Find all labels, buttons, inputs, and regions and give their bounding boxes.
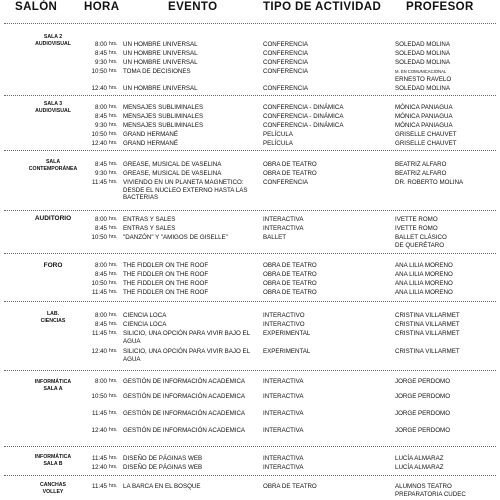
schedule-row bbox=[0, 139, 500, 148]
time-cell: 8:00 bbox=[94, 378, 107, 385]
activity-type-cell: EXPERIMENTAL bbox=[263, 330, 311, 337]
hrs-cell: hrs. bbox=[109, 234, 118, 240]
professor-cell: ANA LILIA MORENO bbox=[395, 262, 453, 269]
professor-cell: LUCÍA ALMARAZ bbox=[395, 464, 444, 471]
schedule-row bbox=[0, 58, 500, 67]
professor-cell: IVETTE ROMO bbox=[395, 225, 438, 232]
time-cell: 8:00 bbox=[94, 41, 107, 48]
section-divider bbox=[4, 210, 496, 211]
activity-type-cell: INTERACTIVA bbox=[263, 393, 304, 400]
hrs-cell: hrs. bbox=[109, 59, 118, 65]
time-cell: 8:45 bbox=[94, 321, 107, 328]
professor-cell: SOLEDAD MOLINA bbox=[395, 85, 451, 92]
hrs-cell: hrs. bbox=[109, 85, 118, 91]
hrs-cell: hrs. bbox=[109, 321, 118, 327]
activity-type-cell: OBRA DE TEATRO bbox=[263, 161, 317, 168]
professor-cell: IVETTE ROMO bbox=[395, 216, 438, 223]
time-cell: 8:45 bbox=[94, 271, 107, 278]
schedule-row bbox=[0, 49, 500, 58]
activity-type-cell: INTERACTIVO bbox=[263, 321, 305, 328]
schedule-row bbox=[0, 270, 500, 279]
professor-cell: LUCÍA ALMARAZ bbox=[395, 455, 444, 462]
section-divider bbox=[4, 253, 496, 254]
header-salon: SALÓN bbox=[15, 1, 58, 13]
time-cell: 10:50 bbox=[91, 68, 107, 75]
activity-type-cell: BALLET bbox=[263, 234, 287, 241]
event-cell: DISEÑO DE PÁGINAS WEB bbox=[123, 455, 203, 462]
professor-cell: MÓNICA PANIAGUA bbox=[395, 104, 453, 111]
professor-cell: ANA LILIA MORENO bbox=[395, 289, 453, 296]
time-cell: 10:50 bbox=[91, 393, 107, 400]
professor-cell: JORGE PERDOMO bbox=[395, 410, 451, 417]
section-divider bbox=[4, 301, 496, 302]
event-cell: UN HOMBRE UNIVERSAL bbox=[123, 50, 198, 57]
schedule-row bbox=[0, 409, 500, 418]
event-cell: GESTIÓN DE INFORMACIÓN ACADEMICA bbox=[123, 427, 246, 434]
hrs-cell: hrs. bbox=[109, 68, 118, 74]
schedule-row bbox=[0, 392, 500, 401]
time-cell: 11:45 bbox=[91, 330, 107, 337]
hrs-cell: hrs. bbox=[109, 113, 118, 119]
hrs-cell: hrs. bbox=[109, 140, 118, 146]
schedule-row bbox=[0, 224, 500, 233]
hrs-cell: hrs. bbox=[109, 464, 118, 470]
professor-cell: ANA LILIA MORENO bbox=[395, 271, 453, 278]
event-cell: UN HOMBRE UNIVERSAL bbox=[123, 41, 198, 48]
salon-line: AUDIOVISUAL bbox=[35, 41, 71, 47]
professor-cell: BEATRIZ ALFARO bbox=[395, 170, 447, 177]
time-cell: 8:45 bbox=[94, 161, 107, 168]
event-cell: CIENCIA LOCA bbox=[123, 321, 167, 328]
activity-type-cell: INTERACTIVA bbox=[263, 427, 304, 434]
activity-type-cell: CONFERENCIA - DINÁMICA bbox=[263, 104, 344, 111]
activity-type-cell: INTERACTIVA bbox=[263, 216, 304, 223]
salon-line: INFORMÁTICA bbox=[34, 454, 72, 460]
hrs-cell: hrs. bbox=[109, 410, 118, 416]
event-cell: DISEÑO DE PÁGINAS WEB bbox=[123, 464, 203, 471]
header-tipo: TIPO DE ACTIVIDAD bbox=[263, 1, 382, 13]
schedule-row bbox=[0, 329, 500, 345]
professor-cell: JORGE PERDOMO bbox=[395, 427, 451, 434]
professor-cell: BEATRIZ ALFARO bbox=[395, 161, 447, 168]
hrs-cell: hrs. bbox=[109, 41, 118, 47]
professor-cell-line2: DE QUERÉTARO bbox=[395, 242, 445, 249]
salon-line: AUDITORIO bbox=[34, 215, 72, 222]
salon-line: SALA A bbox=[43, 386, 63, 392]
professor-cell: BALLET CLÁSICO bbox=[395, 234, 447, 241]
professor-cell: CRISTINA VILLARMET bbox=[395, 321, 460, 328]
professor-cell: JORGE PERDOMO bbox=[395, 378, 451, 385]
time-cell: 12:40 bbox=[91, 348, 107, 355]
section-divider bbox=[4, 370, 496, 371]
header-hora: HORA bbox=[84, 1, 120, 13]
time-cell: 11:45 bbox=[91, 289, 107, 296]
hrs-cell: hrs. bbox=[109, 122, 118, 128]
event-cell: UN HOMBRE UNIVERSAL bbox=[123, 85, 198, 92]
activity-type-cell: INTERACTIVA bbox=[263, 464, 304, 471]
section-divider bbox=[4, 475, 496, 476]
activity-type-cell: CONFERENCIA bbox=[263, 59, 309, 66]
schedule-row bbox=[0, 67, 500, 83]
schedule-row bbox=[0, 347, 500, 363]
section-divider bbox=[4, 95, 496, 96]
time-cell: 11:45 bbox=[91, 410, 107, 417]
salon-line: INFORMÁTICA bbox=[34, 379, 72, 385]
salon-line: SALA 2 bbox=[43, 34, 63, 40]
schedule-row bbox=[0, 377, 500, 386]
schedule-row bbox=[0, 320, 500, 329]
hrs-cell: hrs. bbox=[109, 348, 118, 354]
activity-type-cell: OBRA DE TEATRO bbox=[263, 262, 317, 269]
activity-type-cell: CONFERENCIA bbox=[263, 50, 309, 57]
time-cell: 8:00 bbox=[94, 104, 107, 111]
activity-type-cell: CONFERENCIA bbox=[263, 68, 309, 75]
time-cell: 8:00 bbox=[94, 312, 107, 319]
activity-type-cell: CONFERENCIA bbox=[263, 85, 309, 92]
activity-type-cell: CONFERENCIA bbox=[263, 179, 309, 186]
section-divider bbox=[4, 446, 496, 447]
time-cell: 8:45 bbox=[94, 113, 107, 120]
professor-cell: CRISTINA VILLARMET bbox=[395, 330, 460, 337]
event-cell: LA BARCA EN EL BOSQUE bbox=[123, 483, 201, 490]
schedule-row bbox=[0, 169, 500, 178]
activity-type-cell: INTERACTIVA bbox=[263, 410, 304, 417]
schedule-row bbox=[0, 261, 500, 270]
activity-type-cell: PELÍCULA bbox=[263, 140, 293, 147]
hrs-cell: hrs. bbox=[109, 104, 118, 110]
activity-type-cell: OBRA DE TEATRO bbox=[263, 271, 317, 278]
time-cell: 12:40 bbox=[91, 464, 107, 471]
professor-cell-line2: ERNESTO RAVELO bbox=[395, 76, 452, 83]
hrs-cell: hrs. bbox=[109, 280, 118, 286]
activity-type-cell: CONFERENCIA - DINÁMICA bbox=[263, 122, 344, 129]
time-cell: 12:40 bbox=[91, 427, 107, 434]
time-cell: 8:00 bbox=[94, 262, 107, 269]
header-evento: EVENTO bbox=[168, 1, 218, 13]
event-cell: THE FIDDLER ON THE ROOF bbox=[123, 262, 209, 269]
event-cell: SILICIO, UNA OPCIÓN PARA VIVIR BAJO EL AGUA bbox=[123, 348, 250, 363]
activity-type-cell: INTERACTIVO bbox=[263, 312, 305, 319]
activity-type-cell: INTERACTIVA bbox=[263, 225, 304, 232]
professor-cell: ALUMNOS TEATRO bbox=[395, 483, 452, 490]
activity-type-cell: EXPERIMENTAL bbox=[263, 348, 311, 355]
hrs-cell: hrs. bbox=[109, 312, 118, 318]
activity-type-cell: OBRA DE TEATRO bbox=[263, 170, 317, 177]
event-cell: MENSAJES SUBLIMINALES bbox=[123, 113, 204, 120]
schedule-row bbox=[0, 215, 500, 224]
event-cell: GREASE, MUSICAL DE VASELINA bbox=[123, 161, 222, 168]
schedule-row bbox=[0, 426, 500, 435]
schedule-row bbox=[0, 121, 500, 130]
professor-cell: SOLEDAD MOLINA bbox=[395, 59, 451, 66]
event-cell: GESTIÓN DE INFORMACIÓN ACADEMICA bbox=[123, 410, 246, 417]
salon-line: AUDIOVISUAL bbox=[35, 108, 71, 114]
hrs-cell: hrs. bbox=[109, 289, 118, 295]
event-cell: GESTIÓN DE INFORMACIÓN ACADEMICA bbox=[123, 378, 246, 385]
activity-type-cell: OBRA DE TEATRO bbox=[263, 280, 317, 287]
schedule-row bbox=[0, 84, 500, 93]
hrs-cell: hrs. bbox=[109, 455, 118, 461]
salon-line: SALA 3 bbox=[43, 101, 63, 107]
time-cell: 9:30 bbox=[94, 170, 107, 177]
schedule-row bbox=[0, 463, 500, 472]
schedule-row bbox=[0, 311, 500, 320]
event-cell: MENSAJES SUBLIMINALES bbox=[123, 122, 204, 129]
activity-type-cell: OBRA DE TEATRO bbox=[263, 289, 317, 296]
professor-cell: GRISELLE CHAUVET bbox=[395, 140, 457, 147]
professor-cell: JORGE PERDOMO bbox=[395, 393, 451, 400]
hrs-cell: hrs. bbox=[109, 378, 118, 384]
time-cell: 11:45 bbox=[91, 483, 107, 490]
professor-cell: SOLEDAD MOLINA bbox=[395, 50, 451, 57]
header-profesor: PROFESOR bbox=[406, 1, 474, 13]
activity-type-cell: OBRA DE TEATRO bbox=[263, 483, 317, 490]
hrs-cell: hrs. bbox=[109, 427, 118, 433]
professor-cell: CRISTINA VILLARMET bbox=[395, 348, 460, 355]
section-divider bbox=[4, 150, 496, 151]
professor-cell: ANA LILIA MORENO bbox=[395, 280, 453, 287]
event-cell: MENSAJES SUBLIMINALES bbox=[123, 104, 204, 111]
hrs-cell: hrs. bbox=[109, 271, 118, 277]
salon-line: LAB. bbox=[46, 311, 60, 317]
time-cell: 10:50 bbox=[91, 131, 107, 138]
professor-cell: CRISTINA VILLARMET bbox=[395, 312, 460, 319]
event-cell: GRAND HERMANÉ bbox=[123, 140, 179, 147]
hrs-cell: hrs. bbox=[109, 216, 118, 222]
salon-line: SALA B bbox=[43, 461, 63, 467]
event-cell: UN HOMBRE UNIVERSAL bbox=[123, 59, 198, 66]
hrs-cell: hrs. bbox=[109, 50, 118, 56]
time-cell: 10:50 bbox=[91, 280, 107, 287]
event-cell: TOMA DE DECISIONES bbox=[123, 68, 191, 75]
activity-type-cell: INTERACTIVA bbox=[263, 455, 304, 462]
salon-line: CIENCIAS bbox=[40, 318, 66, 324]
time-cell: 8:45 bbox=[94, 50, 107, 57]
hrs-cell: hrs. bbox=[109, 393, 118, 399]
salon-line: SALA bbox=[45, 159, 61, 165]
schedule-row bbox=[0, 112, 500, 121]
professor-cell: SOLEDAD MOLINA bbox=[395, 41, 451, 48]
event-cell: THE FIDDLER ON THE ROOF bbox=[123, 271, 209, 278]
hrs-cell: hrs. bbox=[109, 330, 118, 336]
schedule-row bbox=[0, 40, 500, 49]
salon-line: CANCHAS bbox=[40, 482, 66, 488]
event-cell: GESTIÓN DE INFORMACIÓN ACADEMICA bbox=[123, 393, 246, 400]
section-divider bbox=[4, 23, 496, 24]
event-cell: THE FIDDLER ON THE ROOF bbox=[123, 289, 209, 296]
activity-type-cell: CONFERENCIA bbox=[263, 41, 309, 48]
event-cell: ENTRAS Y SALES bbox=[123, 225, 176, 232]
time-cell: 8:00 bbox=[94, 216, 107, 223]
event-cell: SILICIO, UNA OPCIÓN PARA VIVIR BAJO EL AGUA bbox=[123, 330, 250, 345]
hrs-cell: hrs. bbox=[109, 179, 118, 185]
hrs-cell: hrs. bbox=[109, 483, 118, 489]
schedule-row bbox=[0, 130, 500, 139]
time-cell: 12:40 bbox=[91, 140, 107, 147]
professor-cell: DR. ROBERTO MOLINA bbox=[395, 179, 464, 186]
time-cell: 8:45 bbox=[94, 225, 107, 232]
hrs-cell: hrs. bbox=[109, 161, 118, 167]
schedule-row bbox=[0, 288, 500, 297]
schedule-row bbox=[0, 178, 500, 202]
event-cell: GRAND HERMANÉ bbox=[123, 131, 179, 138]
activity-type-cell: INTERACTIVA bbox=[263, 378, 304, 385]
schedule-row bbox=[0, 233, 500, 249]
hrs-cell: hrs. bbox=[109, 170, 118, 176]
schedule-row bbox=[0, 454, 500, 463]
schedule-row bbox=[0, 279, 500, 288]
event-cell: "DANZÓN" Y "AMIGOS DE GISELLE" bbox=[123, 234, 228, 241]
activity-type-cell: PELÍCULA bbox=[263, 131, 293, 138]
professor-cell: MÓNICA PANIAGUA bbox=[395, 122, 453, 129]
time-cell: 9:30 bbox=[94, 122, 107, 129]
time-cell: 10:50 bbox=[91, 234, 107, 241]
professor-cell: MÓNICA PANIAGUA bbox=[395, 113, 453, 120]
professor-cell-line2: PREPARATORIA CUDEC bbox=[395, 491, 466, 498]
time-cell: 12:40 bbox=[91, 85, 107, 92]
activity-type-cell: CONFERENCIA - DINÁMICA bbox=[263, 113, 344, 120]
professor-cell: M. EN COMUNICACIONAL bbox=[395, 69, 447, 74]
salon-line: VOLLEY bbox=[42, 489, 64, 495]
event-cell: ENTRAS Y SALES bbox=[123, 216, 176, 223]
hrs-cell: hrs. bbox=[109, 131, 118, 137]
time-cell: 9:30 bbox=[94, 59, 107, 66]
hrs-cell: hrs. bbox=[109, 225, 118, 231]
hrs-cell: hrs. bbox=[109, 262, 118, 268]
schedule-row bbox=[0, 103, 500, 112]
salon-line: FORO bbox=[43, 262, 63, 269]
time-cell: 11:45 bbox=[91, 455, 107, 462]
salon-line: CONTEMPORÁNEA bbox=[28, 166, 78, 172]
event-cell: THE FIDDLER ON THE ROOF bbox=[123, 280, 209, 287]
event-cell: GREASE, MUSICAL DE VASELINA bbox=[123, 170, 222, 177]
schedule-row bbox=[0, 160, 500, 169]
professor-cell: GRISELLE CHAUVET bbox=[395, 131, 457, 138]
event-cell: CIENCIA LOCA bbox=[123, 312, 167, 319]
event-cell: VIVIENDO EN UN PLANETA MAGNETICO: DESDE EL NUCLEO EXTERNO HASTA LAS BACTERIAS bbox=[123, 179, 248, 202]
time-cell: 11:45 bbox=[91, 179, 107, 186]
